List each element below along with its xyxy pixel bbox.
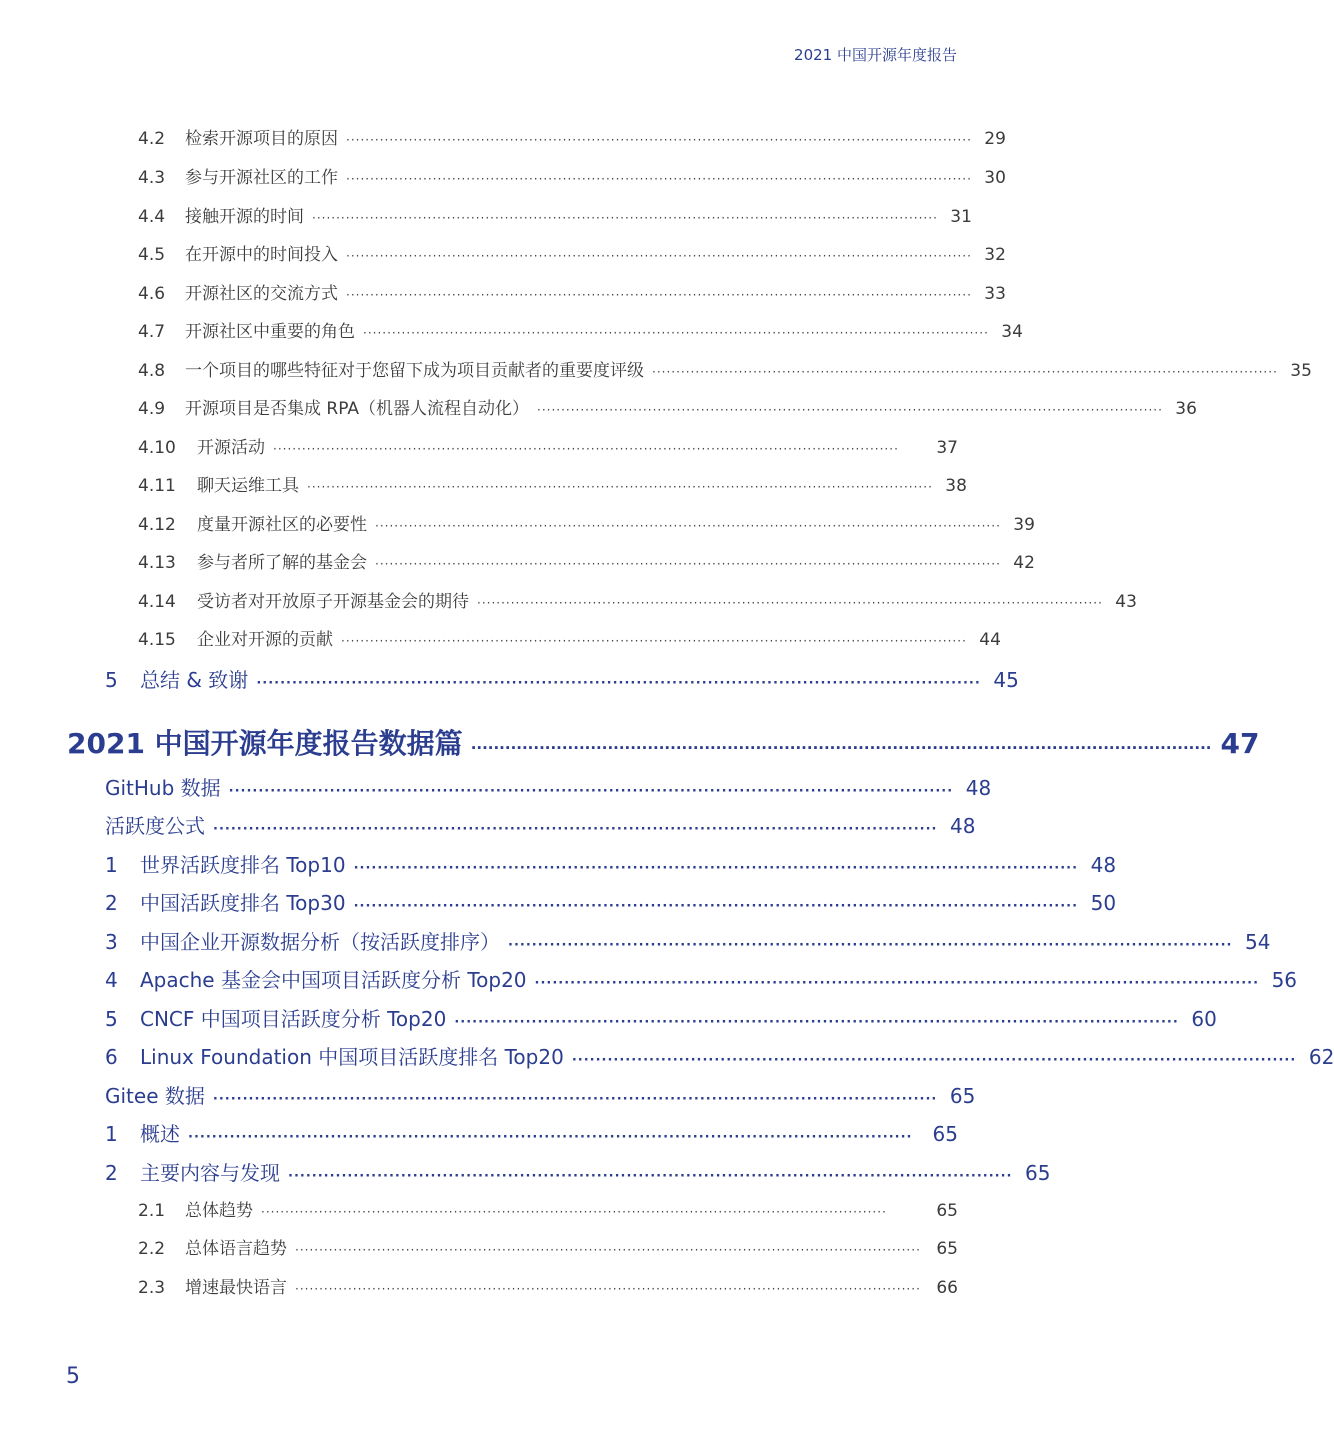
toc-entry-data-5[interactable]	[105, 1003, 1217, 1031]
toc-entry-page: 65	[936, 1201, 958, 1221]
toc-entry-title: CNCF 中国项目活跃度分析 Top20	[140, 1007, 447, 1031]
toc-entry-number: 2.1	[138, 1201, 166, 1221]
toc-entry-2-3[interactable]	[138, 1273, 958, 1297]
toc-entry-title: Apache 基金会中国项目活跃度分析 Top20	[140, 968, 527, 992]
toc-entry-4-13[interactable]	[138, 548, 1035, 573]
toc-entry-page: 42	[1013, 553, 1035, 573]
toc-entry-title: 受访者对开放原子开源基金会的期待	[197, 592, 469, 612]
dot-leader: ··································································································································	[261, 1205, 887, 1219]
toc-entry-4-3[interactable]	[138, 163, 1006, 188]
toc-entry-title: 总体语言趋势	[185, 1239, 287, 1259]
toc-entry-4-14[interactable]	[138, 587, 1137, 612]
toc-entry-title: Linux Foundation 中国项目活跃度排名 Top20	[140, 1045, 564, 1069]
toc-entry-page: 65	[1025, 1161, 1051, 1185]
toc-entry-page: 30	[984, 168, 1006, 188]
dot-leader: ··································································································································	[477, 596, 1103, 610]
toc-entry-gitee-data[interactable]	[105, 1080, 976, 1108]
dot-leader: ··························································································································	[256, 676, 981, 691]
toc-entry-github-data[interactable]	[105, 772, 992, 800]
toc-entry-gitee-2[interactable]	[105, 1157, 1051, 1185]
toc-entry-title: 开源社区中重要的角色	[185, 322, 355, 342]
toc-entry-title: 在开源中的时间投入	[185, 245, 338, 265]
toc-entry-title: GitHub 数据	[105, 776, 221, 800]
toc-entry-page: 39	[1013, 515, 1035, 535]
toc-entry-4-12[interactable]	[138, 510, 1035, 535]
toc-entry-page: 34	[1001, 322, 1023, 342]
dot-leader: ··································································································································	[346, 172, 972, 186]
toc-entry-number: 1	[105, 853, 118, 877]
toc-entry-title: 主要内容与发现	[140, 1161, 280, 1185]
dot-leader: ··································································································································	[346, 288, 972, 302]
toc-entry-title: 参与开源社区的工作	[185, 168, 338, 188]
toc-entry-title: 参与者所了解的基金会	[197, 553, 367, 573]
dot-leader: ··························································································································	[228, 784, 954, 799]
toc-entry-gitee-1[interactable]	[105, 1118, 958, 1146]
toc-entry-page: 65	[949, 1084, 976, 1108]
toc-entry-4-9[interactable]	[138, 394, 1197, 419]
running-header: 2021 中国开源年度报告	[794, 46, 957, 64]
toc-entry-title: 总体趋势	[185, 1201, 253, 1221]
toc-entry-title: 接触开源的时间	[185, 207, 304, 227]
dot-leader: ··································································································································	[307, 480, 933, 494]
toc-entry-data-6[interactable]	[105, 1041, 1334, 1069]
toc-entry-number: 4.10	[138, 438, 176, 458]
toc-entry-number: 2	[105, 1161, 118, 1185]
toc-entry-number: 4.5	[138, 245, 166, 265]
toc-entry-page: 37	[936, 438, 958, 458]
toc-entry-data-1[interactable]	[105, 849, 1117, 877]
toc-entry-title: Gitee 数据	[105, 1084, 205, 1108]
dot-leader: ··································································································································	[375, 557, 1001, 571]
dot-leader: ··························································································································	[571, 1053, 1297, 1068]
toc-entry-page: 31	[950, 207, 972, 227]
toc-entry-number: 3	[105, 930, 118, 954]
toc-entry-number: 4.6	[138, 284, 166, 304]
toc-entry-number: 2.2	[138, 1239, 166, 1259]
toc-entry-title: 聊天运维工具	[197, 476, 299, 496]
toc-entry-page: 65	[936, 1239, 958, 1259]
toc-entry-page: 38	[945, 476, 967, 496]
toc-entry-title: 增速最快语言	[185, 1278, 287, 1298]
toc-entry-page: 32	[984, 245, 1006, 265]
dot-leader: ··························································································································	[212, 1092, 938, 1107]
toc-entry-data-4[interactable]	[105, 964, 1298, 992]
toc-entry-5[interactable]	[105, 664, 1019, 692]
toc-entry-page: 33	[984, 284, 1006, 304]
toc-entry-number: 2.3	[138, 1278, 166, 1298]
dot-leader: ··································································································································	[341, 634, 967, 648]
toc-entry-4-6[interactable]	[138, 279, 1006, 304]
toc-entry-title: 概述	[140, 1122, 180, 1146]
dot-leader: ··························································································································	[353, 899, 1079, 914]
dot-leader: ··························································································································	[508, 938, 1233, 953]
toc-entry-page: 44	[979, 630, 1001, 650]
toc-entry-title: 开源社区的交流方式	[185, 284, 338, 304]
toc-entry-page: 43	[1115, 592, 1137, 612]
toc-entry-page: 66	[936, 1278, 958, 1298]
dot-leader: ··························································································································	[288, 1169, 1013, 1184]
toc-entry-4-15[interactable]	[138, 625, 1001, 650]
toc-entry-title: 开源项目是否集成 RPA（机器人流程自动化）	[185, 399, 530, 419]
dot-leader: ··································································································································	[652, 365, 1278, 379]
toc-entry-title: 一个项目的哪些特征对于您留下成为项目贡献者的重要度评级	[185, 361, 644, 381]
dot-leader: ··································································································································	[346, 133, 972, 147]
dot-leader: ··································································································································	[346, 249, 972, 263]
toc-entry-title: 中国活跃度排名 Top30	[140, 891, 346, 915]
toc-entry-number: 4.7	[138, 322, 166, 342]
dot-leader: ··································································································································	[363, 326, 989, 340]
toc-entry-page: 48	[965, 776, 992, 800]
toc-entry-title: 中国企业开源数据分析（按活跃度排序）	[140, 930, 500, 954]
toc-entry-4-5[interactable]	[138, 240, 1006, 265]
part-heading-title: 2021 中国开源年度报告数据篇	[67, 727, 463, 760]
dot-leader: ··························································································································	[353, 861, 1079, 876]
toc-entry-number: 4.13	[138, 553, 176, 573]
toc-entry-page: 35	[1290, 361, 1312, 381]
dot-leader: ··································································································································	[470, 739, 1212, 757]
toc-entry-number: 4.14	[138, 592, 176, 612]
toc-entry-page: 36	[1175, 399, 1197, 419]
dot-leader: ··································································································································	[273, 442, 899, 456]
toc-entry-number: 1	[105, 1122, 118, 1146]
toc-entry-number: 4	[105, 968, 118, 992]
page-number: 5	[66, 1364, 80, 1389]
toc-entry-number: 4.15	[138, 630, 176, 650]
toc-entry-number: 5	[105, 1007, 118, 1031]
toc-entry-2-2[interactable]	[138, 1234, 958, 1258]
toc-entry-number: 4.3	[138, 168, 166, 188]
toc-entry-number: 5	[105, 668, 118, 692]
toc-entry-number: 2	[105, 891, 118, 915]
toc-entry-activity-formula[interactable]	[105, 810, 976, 838]
toc-entry-page: 62	[1308, 1045, 1334, 1069]
dot-leader: ··································································································································	[537, 403, 1163, 417]
dot-leader: ··························································································································	[454, 1015, 1179, 1030]
dot-leader: ··························································································································	[534, 976, 1260, 991]
toc-entry-title: 企业对开源的贡献	[197, 630, 333, 650]
dot-leader: ··································································································································	[312, 211, 938, 225]
toc-entry-4-10[interactable]	[138, 433, 958, 457]
toc-entry-4-11[interactable]	[138, 471, 967, 496]
toc-entry-2-1[interactable]	[138, 1196, 958, 1220]
toc-entry-title: 总结 & 致谢	[140, 668, 249, 692]
toc-entry-data-3[interactable]	[105, 926, 1271, 954]
part-heading-page: 47	[1220, 727, 1260, 760]
toc-entry-title: 检索开源项目的原因	[185, 129, 338, 149]
toc-entry-page: 48	[950, 814, 976, 838]
dot-leader: ··································································································································	[375, 519, 1001, 533]
toc-entry-title: 活跃度公式	[105, 814, 205, 838]
toc-entry-data-2[interactable]	[105, 887, 1117, 915]
dot-leader: ··························································································································	[188, 1130, 913, 1145]
toc-entry-number: 4.12	[138, 515, 176, 535]
toc-entry-number: 4.4	[138, 207, 166, 227]
toc-entry-4-2[interactable]	[138, 124, 1006, 149]
dot-leader: ··································································································································	[295, 1243, 921, 1257]
toc-entry-title: 度量开源社区的必要性	[197, 515, 367, 535]
toc-entry-page: 29	[984, 129, 1006, 149]
toc-entry-number: 4.11	[138, 476, 176, 496]
toc-entry-4-4[interactable]	[138, 202, 972, 227]
toc-entry-4-7[interactable]	[138, 317, 1023, 342]
toc-entry-page: 54	[1245, 930, 1271, 954]
toc-entry-page: 56	[1271, 968, 1298, 992]
toc-part-heading[interactable]	[67, 722, 1260, 762]
toc-entry-page: 50	[1090, 891, 1117, 915]
toc-entry-number: 4.9	[138, 399, 166, 419]
toc-entry-4-8[interactable]	[138, 356, 1312, 381]
toc-entry-number: 6	[105, 1045, 118, 1069]
toc-entry-title: 开源活动	[197, 438, 265, 458]
toc-entry-number: 4.2	[138, 129, 166, 149]
dot-leader: ··································································································································	[295, 1282, 921, 1296]
dot-leader: ··························································································································	[213, 822, 938, 837]
toc-entry-page: 48	[1090, 853, 1117, 877]
toc-entry-page: 45	[993, 668, 1019, 692]
toc-entry-title: 世界活跃度排名 Top10	[140, 853, 346, 877]
toc-entry-page: 65	[932, 1122, 958, 1146]
toc-entry-page: 60	[1191, 1007, 1217, 1031]
toc-entry-number: 4.8	[138, 361, 166, 381]
